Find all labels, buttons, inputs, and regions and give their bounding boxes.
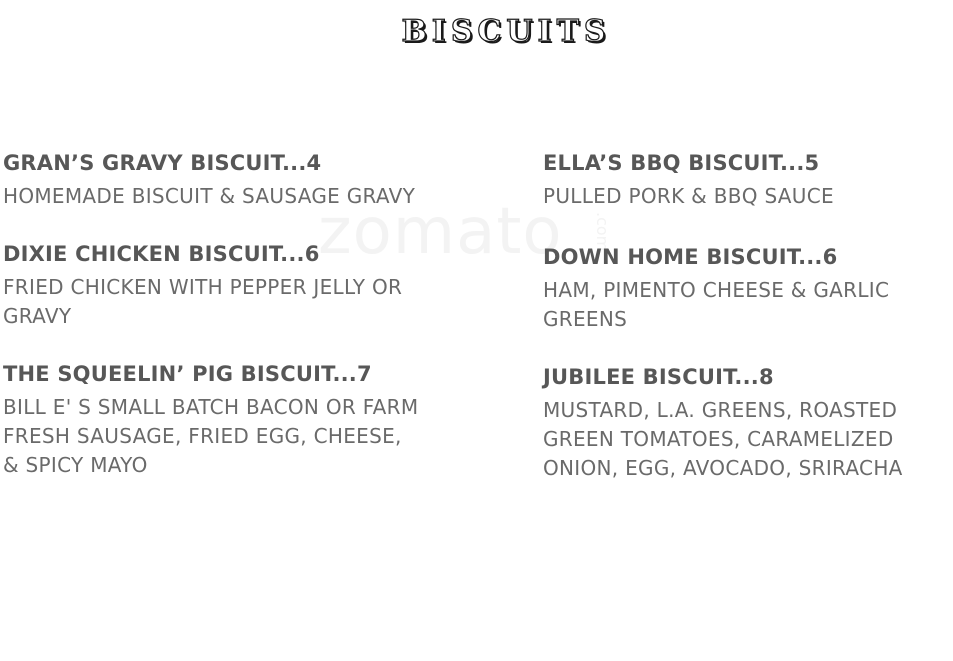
menu-item-grans-gravy-biscuit: [3, 148, 423, 211]
menu-item-name: DIXIE CHICKEN BISCUIT...6: [3, 242, 320, 266]
menu-item-description: HOMEMADE BISCUIT & SAUSAGE GRAVY: [3, 184, 416, 208]
page-title: BISCUITS: [401, 14, 611, 49]
menu-item-name: DOWN HOME BISCUIT...6: [543, 245, 838, 269]
zomato-watermark: zomato: [318, 195, 563, 269]
menu-column-left: [3, 148, 423, 508]
menu-item-description: FRIED CHICKEN WITH PEPPER JELLY OR GRAVY: [3, 275, 403, 328]
menu-item-name: ELLA’S BBQ BISCUIT...5: [543, 151, 820, 175]
menu-item-ellas-bbq-biscuit: [543, 148, 948, 211]
menu-item-name: THE SQUEELIN’ PIG BISCUIT...7: [3, 362, 372, 386]
menu-item-dixie-chicken-biscuit: [3, 239, 423, 331]
zomato-watermark-suffix: .com: [593, 212, 612, 252]
menu-item-down-home-biscuit: [543, 242, 948, 334]
menu-item-name: GRAN’S GRAVY BISCUIT...4: [3, 151, 322, 175]
menu-item-squeelin-pig-biscuit: [3, 359, 423, 480]
menu-item-name: JUBILEE BISCUIT...8: [543, 365, 774, 389]
menu-item-description: BILL E' S SMALL BATCH BACON OR FARM FRESH SAUSAGE, FRIED EGG, CHEESE, & SPICY MAYO: [3, 395, 419, 477]
menu-item-description: PULLED PORK & BBQ SAUCE: [543, 184, 834, 208]
menu-item-description: HAM, PIMENTO CHEESE & GARLIC GREENS: [543, 278, 890, 331]
menu-column-right: [543, 148, 948, 511]
menu-item-description: MUSTARD, L.A. GREENS, ROASTED GREEN TOMATOES, CARAMELIZED ONION, EGG, AVOCADO, SRIRACHA: [543, 398, 903, 480]
menu-item-jubilee-biscuit: [543, 362, 948, 483]
